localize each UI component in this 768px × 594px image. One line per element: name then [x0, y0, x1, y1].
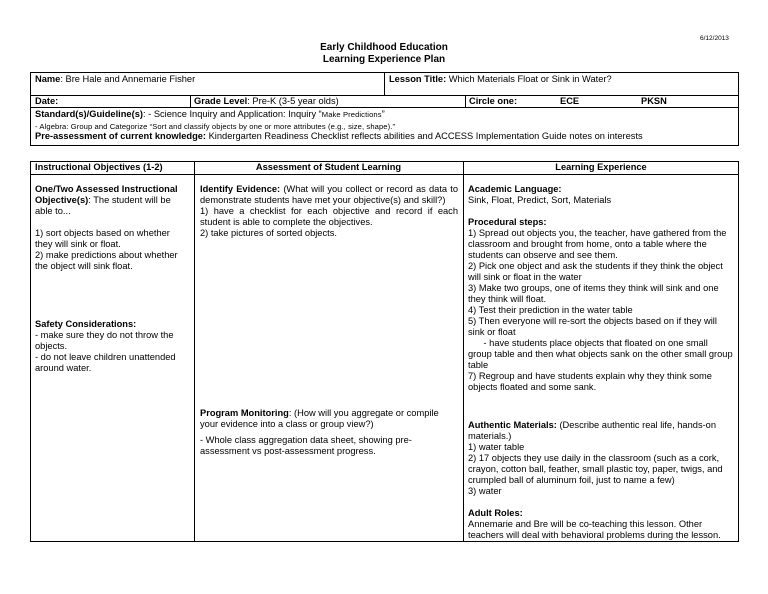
evidence-item: 1) have a checklist for each objective and record if each student is able to complete the objectives.	[200, 206, 458, 227]
header-objectives: Instructional Objectives (1-2)	[35, 162, 163, 172]
info-divider	[30, 107, 739, 108]
procedural-step: 3) Make two groups, one of items they think will sink and one they think will float.	[468, 283, 719, 304]
procedural-step: 2) Pick one object and ask the students if they think the object will sink or float in the water	[468, 261, 723, 282]
preassessment-label: Pre-assessment of current knowledge:	[35, 131, 207, 141]
standards-field	[35, 109, 385, 120]
document-date: 6/12/2013	[700, 35, 729, 42]
header-assessment: Assessment of Student Learning	[255, 162, 402, 172]
header-learning: Learning Experience	[555, 162, 647, 172]
preassessment-value: Kindergarten Readiness Checklist reflects abilities and ACCESS Implementation Guide notes on interests	[206, 131, 643, 141]
standards-label: Standard(s)/Guideline(s)	[35, 109, 143, 119]
circle-option-ece[interactable]: ECE	[560, 96, 580, 106]
objective-item: 1) sort objects based on whether they will sink or float.	[35, 228, 170, 249]
name-label: Name	[35, 74, 61, 84]
procedural-step: 5) Then everyone will re-sort the objects based on if they will sink or float	[468, 316, 717, 337]
procedural-step: 1) Spread out objects you, the teacher, have gathered from the classroom and brought from home, onto a table where the students can observe and see them.	[468, 228, 727, 260]
material-item: 2) 17 objects they use daily in the classroom (such as a cork, crayon, cotton ball, feather, small plastic toy, paper, twigs, and crumpled ball of aluminum foil, just to name a few)	[468, 453, 723, 485]
circle-option-pksn[interactable]: PKSN	[641, 96, 667, 106]
grade-label: Grade Level	[194, 96, 248, 106]
adult-roles-text: Annemarie and Bre will be co-teaching this lesson. Other teachers will deal with behavioral problems during the lesson.	[468, 519, 721, 540]
evidence-text: Identify Evidence: (What will you collect or record as data to demonstrate students have met your objective(s) and skill?)	[200, 184, 459, 205]
lesson-title-value: Which Materials Float or Sink in Water?	[446, 74, 612, 84]
monitoring-text: Program Monitoring: (How will you aggregate or compile your evidence into a class or group view?)	[200, 408, 439, 429]
table-column-divider	[194, 161, 195, 542]
academic-language-text: Sink, Float, Predict, Sort, Materials	[468, 195, 612, 205]
materials-section	[468, 420, 734, 497]
material-item: 3) water	[468, 486, 502, 496]
monitoring-section	[200, 408, 458, 457]
lesson-title-label: Lesson Title:	[389, 74, 447, 84]
monitoring-item: - Whole class aggregation data sheet, showing pre-assessment vs post-assessment progress.	[200, 435, 412, 456]
document-subtitle: Learning Experience Plan	[322, 54, 446, 65]
procedural-step: - have students place objects that floated on one small group table and then what objects sank on the other small group table	[468, 338, 736, 370]
standards-algebra: - Algebra: Group and Categorize “Sort and classify objects by one or more attributes (e.g., size, shape).”	[35, 122, 396, 131]
grade-value: : Pre-K (3-5 year olds)	[247, 96, 339, 106]
name-value: : Bre Hale and Annemarie Fisher	[60, 74, 196, 84]
standards-value: : - Science Inquiry and Application: Inquiry “	[142, 109, 322, 119]
preassessment-field	[35, 131, 643, 142]
safety-section	[35, 319, 190, 374]
evidence-item: 2) take pictures of sorted objects.	[200, 228, 337, 238]
procedural-step: 4) Test their prediction in the water table	[468, 305, 633, 315]
document-title: Early Childhood Education	[320, 42, 448, 53]
safety-heading: Safety Considerations:	[35, 319, 137, 329]
table-column-divider	[463, 161, 464, 542]
standards-close: ”	[381, 109, 385, 119]
standards-prediction: Make Predictions	[321, 110, 382, 119]
materials-text: Authentic Materials: (Describe authentic real life, hands-on materials.)	[468, 420, 717, 441]
lesson-title-field	[389, 74, 612, 85]
procedural-steps-heading: Procedural steps:	[468, 217, 547, 227]
date-label: Date:	[35, 96, 59, 106]
adult-roles-section	[468, 508, 734, 541]
objectives-heading: One/Two Assessed Instructional Objective(s): The student will be able to...	[35, 184, 178, 216]
adult-roles-heading: Adult Roles:	[468, 508, 523, 518]
grade-field	[194, 96, 339, 107]
material-item: 1) water table	[468, 442, 525, 452]
academic-language-heading: Academic Language:	[468, 184, 562, 194]
objective-item: 2) make predictions about whether the object will sink float.	[35, 250, 178, 271]
objectives-column	[35, 184, 190, 272]
name-field	[35, 74, 195, 85]
safety-item: - make sure they do not throw the objects.	[35, 330, 174, 351]
evidence-section	[200, 184, 458, 239]
procedural-step: 7) Regroup and have students explain why they think some objects floated and some sank.	[468, 371, 712, 392]
learning-column	[468, 184, 734, 393]
safety-item: - do not leave children unattended around water.	[35, 352, 176, 373]
info-divider	[384, 72, 385, 96]
table-header-divider	[30, 174, 739, 175]
circle-label: Circle one:	[469, 96, 518, 106]
